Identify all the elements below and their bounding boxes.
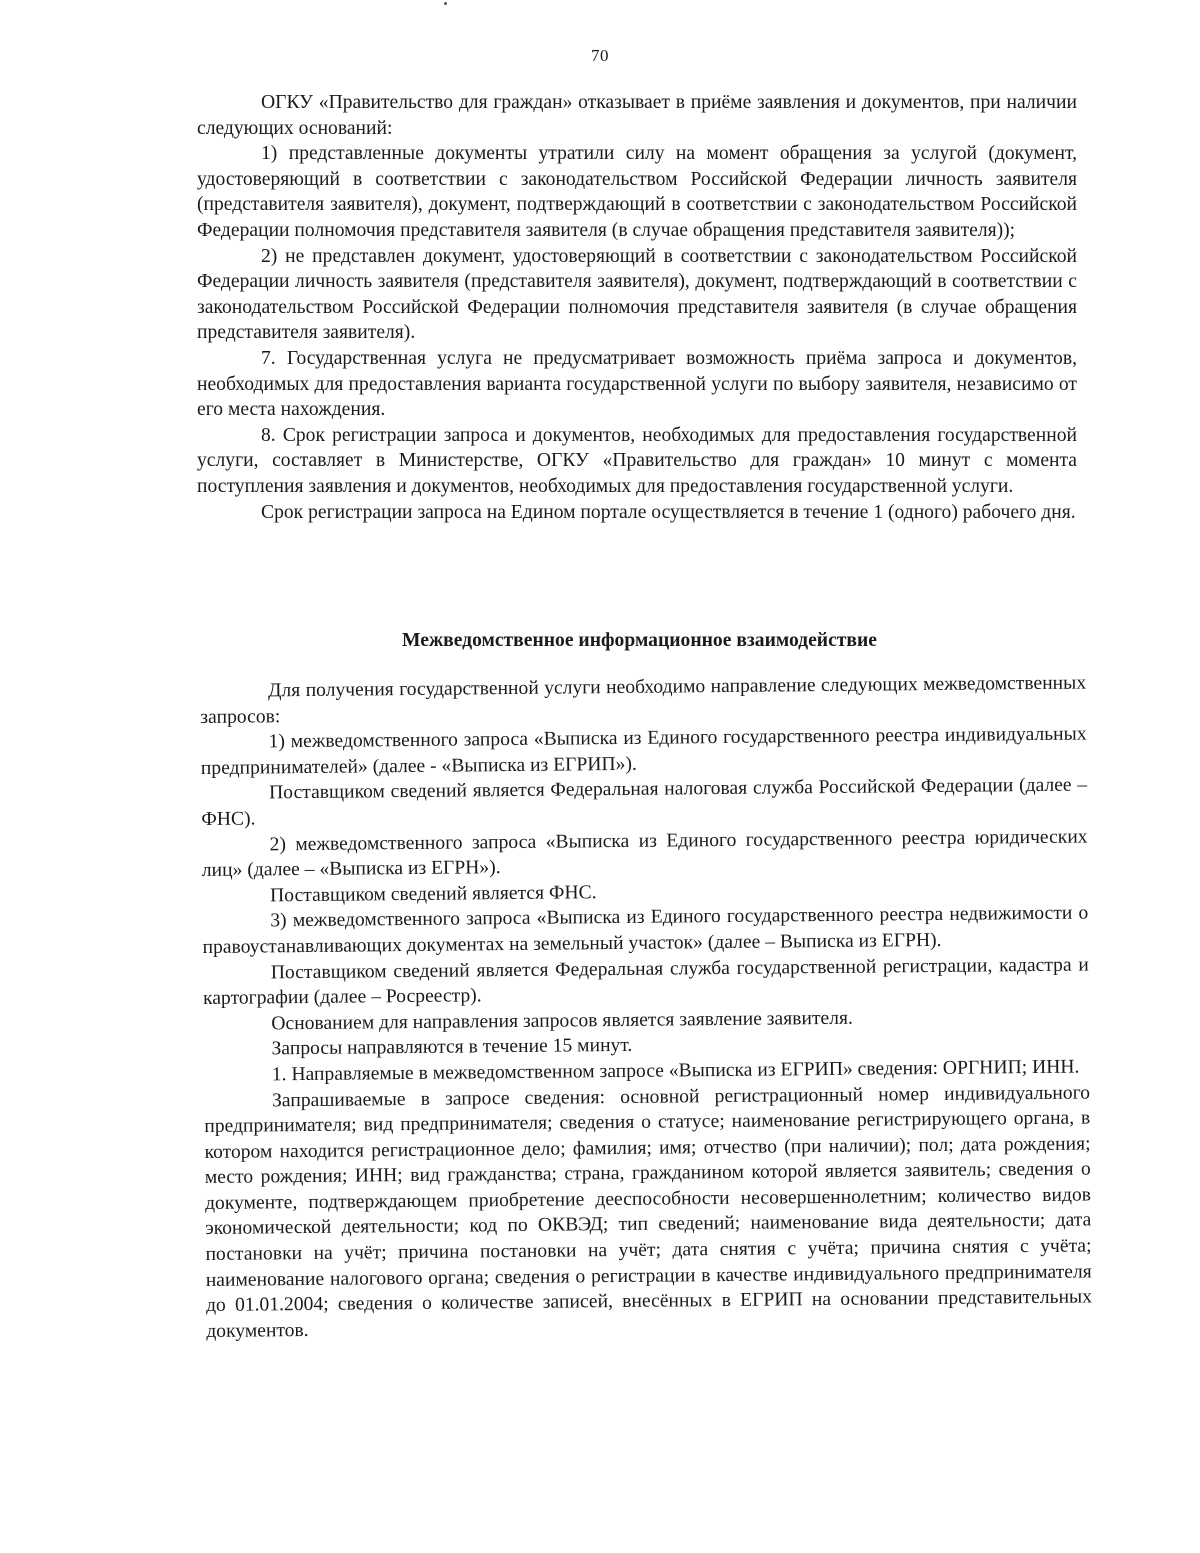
paragraph: 8. Срок регистрации запроса и документов, необходимых для предоставления государственной услуги, составляет в Министерстве, ОГКУ «Правительство для граждан» 10 минут с момента поступления заявления и документов, необходимых для предоставления государственной услуги. bbox=[197, 424, 1077, 497]
paragraph: Срок регистрации запроса на Едином портале осуществляется в течение 1 (одного) рабочего дня. bbox=[261, 501, 1076, 523]
paragraph: 2) не представлен документ, удостоверяющий в соответствии с законодательством Российской Федерации личность заявителя (представителя заявителя), документ, подтверждающий в соответствии с законодательством Российской Федерации полномочия представителя заявителя (в случае обращения представителя заявителя). bbox=[197, 245, 1077, 344]
paragraph: Поставщиком сведений является Федеральная служба государственной регистрации, кадастра и картографии (далее – Росреестр). bbox=[202, 954, 1089, 1010]
paragraph: Поставщиком сведений является ФНС. bbox=[269, 881, 597, 907]
section-heading: Межведомственное информационное взаимодействие bbox=[402, 630, 877, 651]
text-block-top bbox=[197, 90, 1077, 525]
text-block-bottom bbox=[200, 670, 1092, 1344]
page-number: 70 bbox=[591, 46, 609, 65]
paragraph: Для получения государственной услуги необходимо направление следующих межведомственных запросов: bbox=[200, 672, 1087, 728]
paragraph: 1) межведомственного запроса «Выписка из Единого государственного реестра индивидуальных предпринимателей» (далее - «Выписка из ЕГРИП»). bbox=[200, 723, 1087, 779]
paragraph: Запрашиваемые в запросе сведения: основной регистрационный номер индивидуального предпринимателя; вид предпринимателя; сведения о статусе; наименование регистрирующего органа, в котором находится регистрационное дело; фамилия; имя; отчество (при наличии); пол; дата рождения; место рождения; ИНН; вид гражданства; страна, гражданином которой является заявитель; сведения о документе, подтверждающем приобретение дееспособности несовершеннолетним; количество видов экономической деятельности; код по ОКВЭД; тип сведений; наименование вида деятельности; дата постановки на учёт; причина постановки на учёт; дата снятия с учёта; причина снятия с учёта; наименование налогового органа; сведения о регистрации в качестве индивидуального предпринимателя до 01.01.2004; сведения о количестве записей, внесённых в ЕГРИП на основании представительных документов. bbox=[204, 1081, 1093, 1342]
paragraph: 1. Направляемые в межведомственном запросе «Выписка из ЕГРИП» сведения: ОРГНИП; ИНН. bbox=[271, 1056, 1080, 1086]
paragraph: ОГКУ «Правительство для граждан» отказывает в приёме заявления и документов, при наличии следующих оснований: bbox=[197, 92, 1077, 139]
paragraph: Запросы направляются в течение 15 минут. bbox=[271, 1035, 633, 1060]
paragraph: Основанием для направления запросов является заявление заявителя. bbox=[271, 1007, 853, 1035]
paragraph: 7. Государственная услуга не предусматривает возможность приёма запроса и документов, необходимых для предоставления варианта государственной услуги по выбору заявителя, независимо от его места нахождения. bbox=[197, 347, 1077, 421]
paragraph: Поставщиком сведений является Федеральная налоговая служба Российской Федерации (далее – ФНС). bbox=[201, 774, 1088, 830]
paragraph: 1) представленные документы утратили силу на момент обращения за услугой (документ, удостоверяющий в соответствии с законодательством Российской Федерации личность заявителя (представителя заявителя), документ, подтверждающий в соответствии с законодательством Российской Федерации полномочия представителя заявителя (в случае обращения представителя заявителя)); bbox=[197, 143, 1077, 241]
paragraph: 3) межведомственного запроса «Выписка из Единого государственного реестра недвижимости о правоустанавливающих документах на земельный участок» (далее – Выписка из ЕГРН). bbox=[202, 902, 1089, 958]
paragraph: 2) межведомственного запроса «Выписка из Единого государственного реестра юридических лиц» (далее – «Выписка из ЕГРН»). bbox=[201, 826, 1088, 882]
scan-artifact-dot bbox=[444, 2, 447, 5]
